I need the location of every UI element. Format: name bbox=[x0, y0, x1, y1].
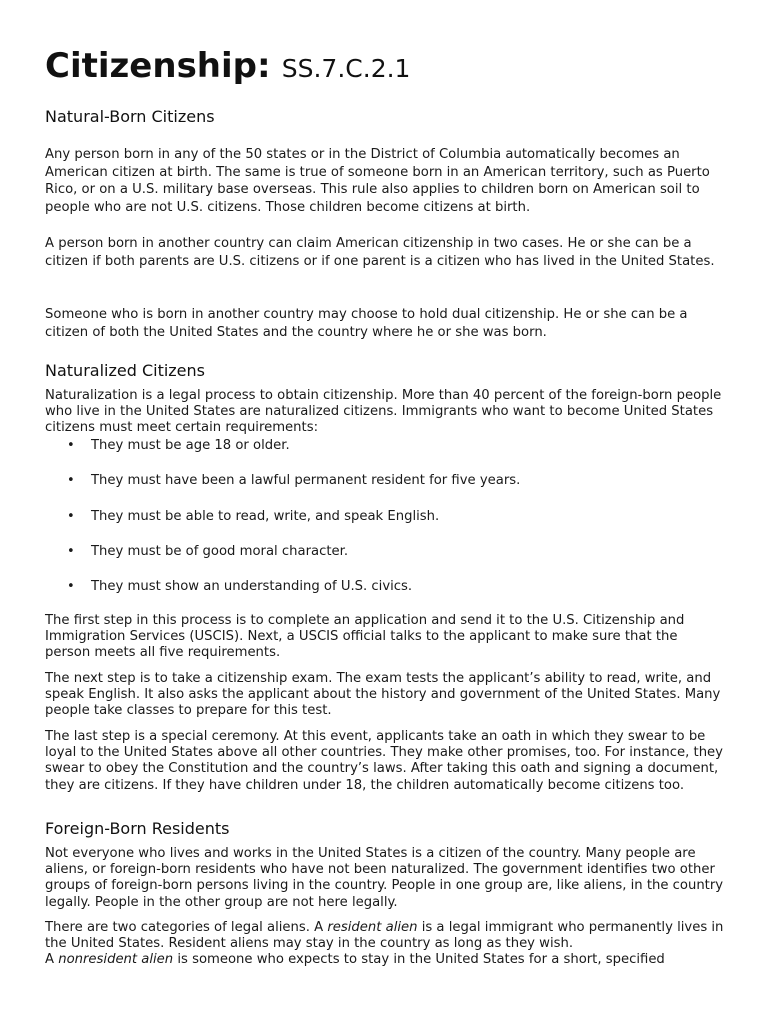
naturalized-step-2: The next step is to take a citizenship exam. The exam tests the applicant’s ability to read, write, and speak English. It also asks the applicant about the history and government of the United States. Many people take classes to prepare for this test. bbox=[45, 671, 721, 719]
heading-naturalized: Naturalized Citizens bbox=[45, 361, 205, 380]
requirements-list bbox=[45, 437, 725, 613]
list-item: • They must be of good moral character. bbox=[67, 543, 349, 559]
bullet-icon: • bbox=[67, 579, 75, 595]
naturalized-step-1: The first step in this process is to complete an application and send it to the U.S. Citizenship and Immigration Services (USCIS). Next, a USCIS official talks to the applicant to make sure that the person meets all five requirements. bbox=[45, 613, 685, 661]
list-item: • They must be age 18 or older. bbox=[67, 438, 290, 453]
term-resident-alien: resident alien bbox=[327, 920, 418, 935]
foreign-born-paragraph-2: There are two categories of legal aliens. A resident alien is a legal immigrant who permanently lives in the United States. Resident aliens may stay in the country as long as they wish. A nonresident alien is someone who expects to stay in the United States for a short, specified bbox=[45, 920, 724, 968]
foreign-born-paragraph-1: Not everyone who lives and works in the United States is a citizen of the country. Many people are aliens, or foreign-born residents who have not been naturalized. The government identifies two other groups of foreign-born persons living in the country. People in one group are, like aliens, in the country legally. People in the other group are not here legally. bbox=[45, 846, 724, 910]
page-title bbox=[45, 46, 410, 86]
bullet-icon: • bbox=[67, 473, 75, 489]
heading-natural-born: Natural-Born Citizens bbox=[45, 107, 215, 126]
list-item: • They must have been a lawful permanent resident for five years. bbox=[67, 473, 521, 489]
natural-born-paragraph-1: Any person born in any of the 50 states or in the District of Columbia automatically becomes an American citizen at birth. The same is true of someone born in an American territory, such as Puerto Rico, or on a U.S. military base overseas. This rule also applies to children born on American soil to people who are not U.S. citizens. Those children become citizens at birth. bbox=[45, 147, 710, 215]
bullet-icon: • bbox=[67, 438, 75, 453]
natural-born-paragraph-3: Someone who is born in another country may choose to hold dual citizenship. He or she can be a citizen of both the United States and the country where he or she was born. bbox=[45, 307, 688, 340]
bullet-icon: • bbox=[67, 508, 75, 524]
bullet-icon: • bbox=[67, 543, 75, 559]
naturalized-step-3: The last step is a special ceremony. At this event, applicants take an oath in which they swear to be loyal to the United States above all other countries. They make other promises, too. For instance, they swear to obey the Constitution and the country’s laws. After taking this oath and signing a document, they are citizens. If they have children under 18, the children automatically become citizens too. bbox=[45, 729, 723, 793]
naturalized-intro: Naturalization is a legal process to obtain citizenship. More than 40 percent of the foreign-born people who live in the United States are naturalized citizens. Immigrants who want to become United States citizens must meet certain requirements: bbox=[45, 388, 722, 436]
natural-born-paragraph-2: A person born in another country can claim American citizenship in two cases. He or she can be a citizen if both parents are U.S. citizens or if one parent is a citizen who has lived in the United States. bbox=[45, 236, 715, 269]
title-main: Citizenship: bbox=[45, 46, 271, 86]
term-nonresident-alien: nonresident alien bbox=[58, 952, 174, 968]
list-item: • They must show an understanding of U.S. civics. bbox=[67, 579, 413, 595]
standard-code: SS.7.C.2.1 bbox=[281, 54, 411, 83]
list-item: • They must be able to read, write, and speak English. bbox=[67, 508, 440, 524]
heading-foreign-born: Foreign-Born Residents bbox=[45, 819, 230, 838]
